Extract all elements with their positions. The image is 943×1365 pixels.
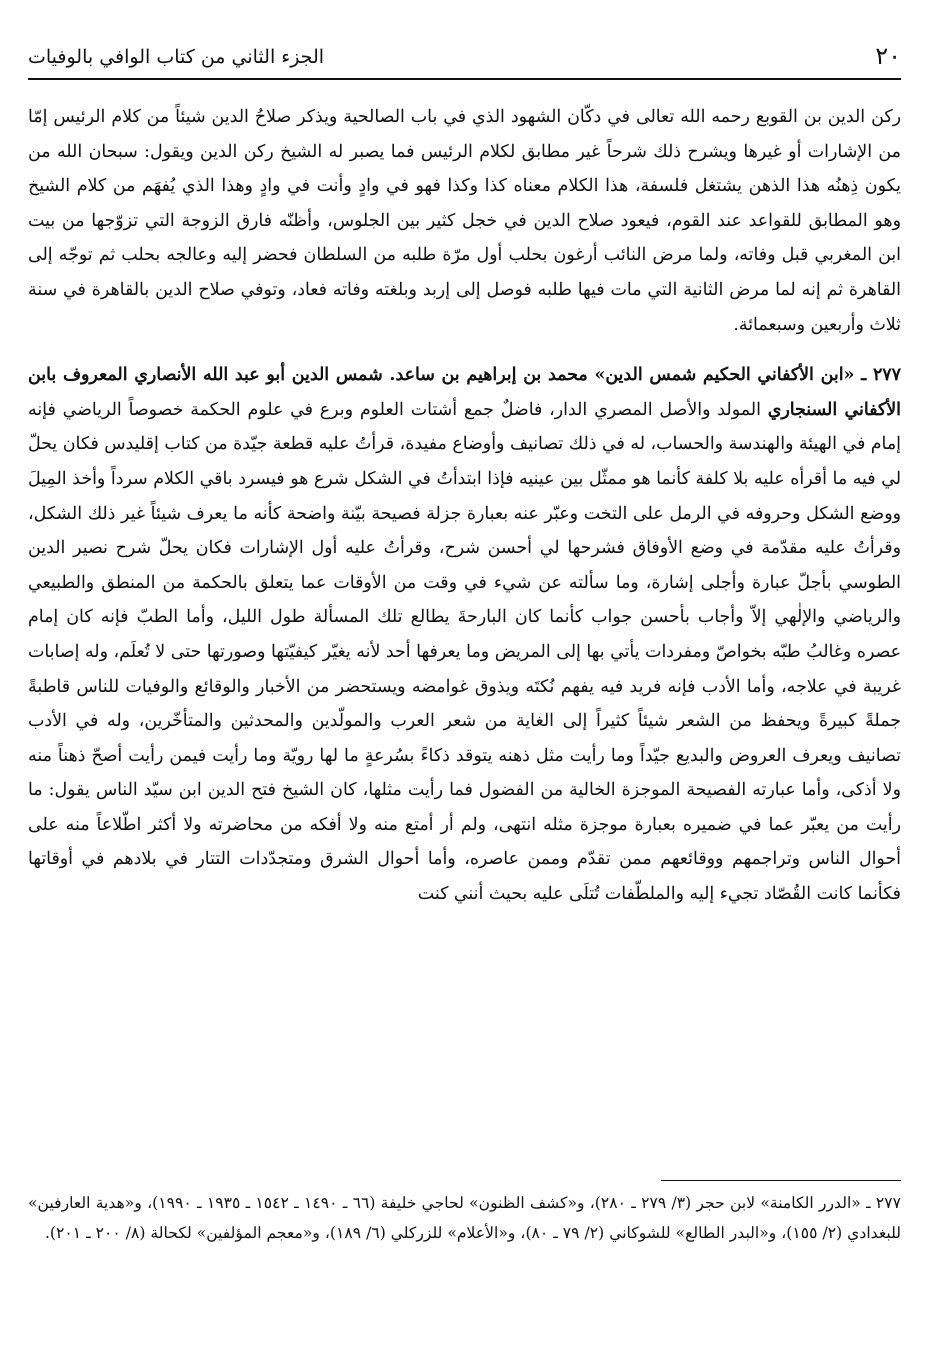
body-text [28, 100, 901, 912]
entry-heading: ٢٧٧ ـ «ابن الأكفاني الحكيم شمس الدين» محمد بن إبراهيم بن ساعد. شمس الدين أبو عبد الله الأنصاري المعروف بابن الأكفاني السنجاري [28, 365, 901, 420]
running-title: الجزء الثاني من كتاب الوافي بالوفيات [28, 46, 325, 68]
page-number: ٢٠ [875, 42, 901, 70]
footnote-divider [661, 1180, 901, 1181]
page-header [28, 30, 901, 80]
biography-entry-277 [28, 358, 901, 912]
paragraph-continuation: ركن الدين بن القوبع رحمه الله تعالى في دكّان الشهود الذي في باب الصالحية ويذكر صلاحُ الدين شيئاً من كلام الرئيس إمّا من الإشارات أو غيرها ويشرح ذلك شرحاً غير مطابق لكلام الرئيس فما يصبر له الشيخ ركن الدين ويقول: سبحان الله من يكون ذِهنُه هذا الذهن يشتغل فلسفة، هذا الكلام معناه كذا وكذا فهو في وادٍ وأنت في وادٍ وهذا الذي يُفهَم من كلام الشيخ وهو المطابق للقواعد عند القوم، فيعود صلاح الدين في خجل كثير بين الجلوس، وأظنّه فارق الزوجة التي تزوّجها من بيت ابن المغربي قبل وفاته، ولما مرض النائب أرغون بحلب أول مرّة طلبه من السلطان فحضر إليه وعالجه بحلب ثم توجّه إلى القاهرة ثم إنه لما مرض الثانية التي مات فيها طلبه فوصل إلى إربد وبلغته وفاته فعاد، وتوفي صلاح الدين بالقاهرة في سنة ثلاث وأربعين وسبعمائة. [28, 107, 901, 335]
footnote-text: ٢٧٧ ـ «الدرر الكامنة» لابن حجر (٣/ ٢٧٩ ـ ٢٨٠)، و«كشف الظنون» لحاجي خليفة (٦٦ ـ ١٤٩٠ ـ ١٥٤٢ ـ ١٩٣٥ ـ ١٩٩٠)، و«هدية العارفين» للبغدادي (٢/ ١٥٥)، و«البدر الطالع» للشوكاني (٢/ ٧٩ ـ ٨٠)، و«الأعلام» للزركلي (٦/ ١٨٩)، و«معجم المؤلفين» لكحالة (٨/ ٢٠٠ ـ ٢٠١). [28, 1194, 902, 1242]
footnote [28, 1188, 901, 1248]
entry-text: المولد والأصل المصري الدار، فاضلٌ جمع أشتات العلوم وبرع في علوم الحكمة خصوصاً الرياضي فإنه إمام في الهيئة والهندسة والحساب، له في ذلك تصانيف وأوضاع مفيدة، قرأتُ عليه قطعة جيّدة من كتاب إقليدس فكان يحلّ لي فيه ما أقرأه عليه بلا كلفة كأنما هو ممثّل بين عينيه فإذا ابتدأتُ في الشكل شرع هو فيسرد باقي الكلام سرداً وأخذ المِيلَ ووضع الشكل وحروفه في الرمل على التخت وعبّر عنه بعبارة جزلة فصيحة بيّنة واضحة كأنه ما يعرف شيئاً غير ذلك الشكل، وقرأتُ عليه مقدّمة في وضع الأوفاق فشرحها لي أحسن شرح، وقرأتُ عليه أول الإشارات فكان يحلّ شرح نصير الدين الطوسي بأجلّ عبارة وأجلى إشارة، وما سألته عن شيء في وقت من الأوقات عما يتعلق بالحكمة من المنطق والطبيعي والرياضي والإلٰهي إلاّ وأجاب بأحسن جواب كأنما كان البارحةَ يطالع تلك المسألة طول الليل، وأما الطبّ فإنه كان إمام عصره وغالبُ طبّه بخواصّ ومفردات يأتي بها إلى المريض وما يعرفها أحد لأنه يغيّر كيفيّتها وصورتها حتى لا تُعلَم، وله إصابات غريبة في علاجه، وأما الأدب فإنه فريد فيه يفهم نُكتَه ويذوق غوامضه ويستحضر من الأخبار والوقائع والوفيات للناس قاطبةً جملةً كبيرةً ويحفظ من الشعر شيئاً كثيراً إلى الغاية من شعر العرب والمولّدين والمحدثين والمتأخّرين، وله في الأدب تصانيف ويعرف العروض والبديع جيّداً وما رأيت مثل ذهنه يتوقد ذكاءً بسُرعةٍ ما لها رويّة وما رأيت فيمن رأيت أصحّ ذهناً منه ولا أذكى، وأما عبارته الفصيحة الموجزة الخالية من الفضول فما رأيت مثلها، كان الشيخ فتح الدين ابن سيّد الناس يقول: ما رأيت من يعبّر عما في ضميره بعبارة موجزة مثله انتهى، ولم أر أمتع منه ولا أفكه من محاضرته ولا أكثر اطّلاعاً منه على أحوال الناس وتراجمهم ووقائعهم ممن تقدّم وممن عاصره، وأما أحوال الشرق ومتجدّدات التتار في بلادهم في أوقاتها فكأنما كانت القُصّاد تجيء إليه والملطّفات تُتلَى عليه بحيث أنني كنت [28, 399, 901, 905]
